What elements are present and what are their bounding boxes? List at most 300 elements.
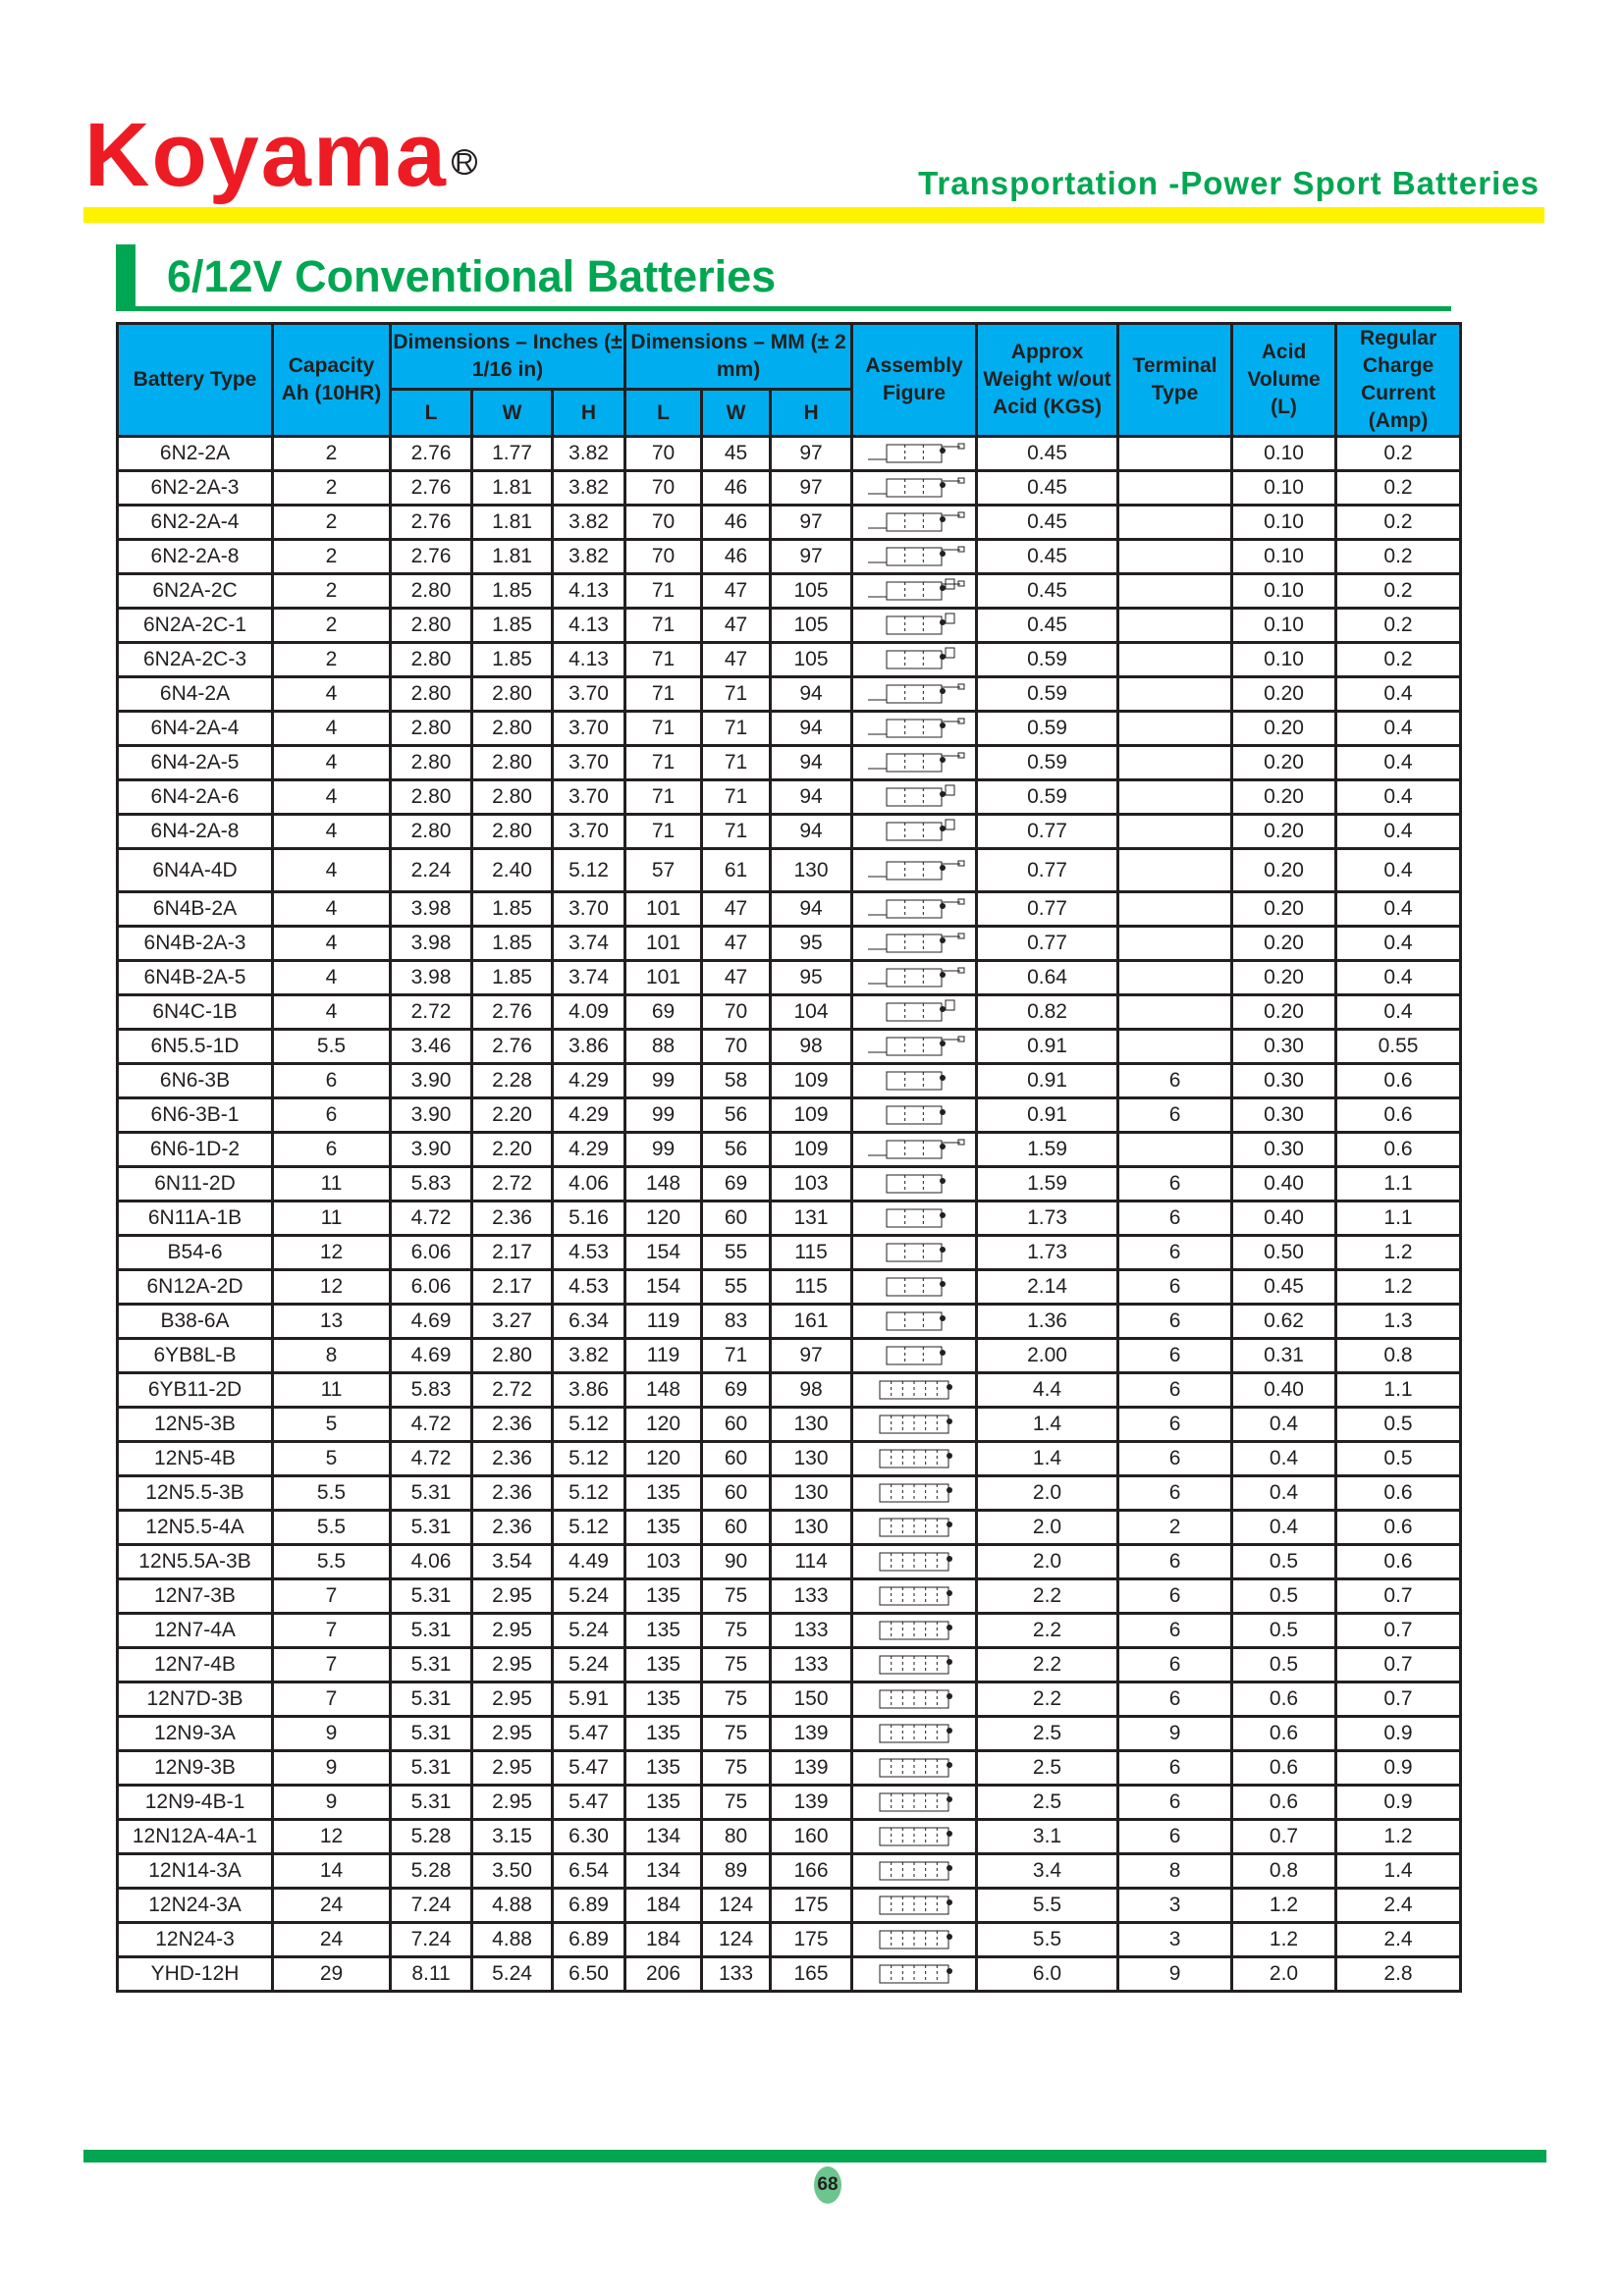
battery-diagram-icon xyxy=(860,1447,968,1469)
cell-weight: 2.5 xyxy=(977,1786,1118,1820)
cell-weight: 0.59 xyxy=(977,780,1118,815)
cell-acid: 0.5 xyxy=(1232,1545,1336,1579)
cell-charge: 1.4 xyxy=(1336,1854,1461,1889)
cell-assembly-figure xyxy=(852,1579,977,1614)
cell-mm-h: 94 xyxy=(771,815,852,849)
cell-mm-w: 60 xyxy=(702,1408,771,1442)
cell-mm-w: 60 xyxy=(702,1511,771,1545)
cell-assembly-figure xyxy=(852,471,977,506)
cell-mm-h: 165 xyxy=(771,1957,852,1992)
cell-in-w: 4.88 xyxy=(472,1923,553,1957)
cell-mm-l: 154 xyxy=(625,1270,702,1305)
cell-capacity: 4 xyxy=(273,815,391,849)
cell-in-w: 3.15 xyxy=(472,1820,553,1854)
cell-terminal: 6 xyxy=(1118,1064,1232,1098)
cell-weight: 0.77 xyxy=(977,815,1118,849)
cell-capacity: 11 xyxy=(273,1201,391,1236)
cell-charge: 2.8 xyxy=(1336,1957,1461,1992)
cell-battery-type: 6N4-2A xyxy=(118,677,273,712)
battery-diagram-icon xyxy=(860,1928,968,1950)
cell-battery-type: 6N2A-2C-1 xyxy=(118,609,273,643)
cell-charge: 0.5 xyxy=(1336,1442,1461,1476)
cell-weight: 0.77 xyxy=(977,849,1118,892)
cell-capacity: 9 xyxy=(273,1751,391,1786)
cell-mm-w: 55 xyxy=(702,1236,771,1270)
cell-terminal: 6 xyxy=(1118,1820,1232,1854)
cell-mm-l: 71 xyxy=(625,712,702,746)
table-row xyxy=(118,506,1461,540)
cell-in-w: 2.17 xyxy=(472,1270,553,1305)
battery-diagram-icon xyxy=(860,1722,968,1744)
cell-mm-w: 75 xyxy=(702,1682,771,1717)
cell-weight: 2.0 xyxy=(977,1545,1118,1579)
cell-battery-type: 12N24-3A xyxy=(118,1889,273,1923)
cell-mm-w: 70 xyxy=(702,995,771,1030)
battery-diagram-icon xyxy=(860,1206,968,1229)
cell-mm-l: 70 xyxy=(625,471,702,506)
battery-diagram-icon xyxy=(860,1687,968,1710)
cell-mm-h: 130 xyxy=(771,1442,852,1476)
cell-capacity: 7 xyxy=(273,1614,391,1648)
cell-charge: 2.4 xyxy=(1336,1923,1461,1957)
cell-acid: 0.31 xyxy=(1232,1339,1336,1373)
cell-in-h: 3.86 xyxy=(553,1030,625,1064)
table-row xyxy=(118,1717,1461,1751)
cell-assembly-figure xyxy=(852,927,977,961)
cell-weight: 0.91 xyxy=(977,1098,1118,1133)
cell-in-h: 3.70 xyxy=(553,712,625,746)
cell-charge: 0.9 xyxy=(1336,1717,1461,1751)
cell-mm-h: 95 xyxy=(771,961,852,995)
cell-battery-type: 6N2A-2C xyxy=(118,574,273,609)
cell-weight: 1.73 xyxy=(977,1236,1118,1270)
cell-charge: 0.4 xyxy=(1336,849,1461,892)
cell-mm-w: 61 xyxy=(702,849,771,892)
cell-in-w: 1.85 xyxy=(472,609,553,643)
section-marker xyxy=(116,244,135,311)
table-row xyxy=(118,1236,1461,1270)
cell-charge: 0.9 xyxy=(1336,1751,1461,1786)
cell-in-l: 3.90 xyxy=(391,1064,472,1098)
battery-diagram-icon xyxy=(860,442,968,464)
cell-mm-h: 94 xyxy=(771,712,852,746)
cell-in-w: 2.72 xyxy=(472,1373,553,1408)
cell-in-h: 3.82 xyxy=(553,1339,625,1373)
cell-acid: 0.20 xyxy=(1232,849,1336,892)
cell-battery-type: 12N5-4B xyxy=(118,1442,273,1476)
cell-charge: 0.7 xyxy=(1336,1579,1461,1614)
cell-charge: 0.2 xyxy=(1336,506,1461,540)
cell-in-l: 7.24 xyxy=(391,1889,472,1923)
cell-terminal: 6 xyxy=(1118,1579,1232,1614)
cell-terminal: 6 xyxy=(1118,1098,1232,1133)
cell-in-l: 2.76 xyxy=(391,506,472,540)
cell-in-l: 3.98 xyxy=(391,961,472,995)
cell-weight: 2.2 xyxy=(977,1648,1118,1682)
cell-assembly-figure xyxy=(852,1339,977,1373)
cell-battery-type: 12N9-3B xyxy=(118,1751,273,1786)
cell-in-l: 2.76 xyxy=(391,437,472,471)
cell-mm-l: 135 xyxy=(625,1476,702,1511)
cell-mm-w: 56 xyxy=(702,1133,771,1167)
cell-in-h: 5.47 xyxy=(553,1786,625,1820)
cell-terminal: 6 xyxy=(1118,1373,1232,1408)
cell-in-l: 5.31 xyxy=(391,1751,472,1786)
cell-capacity: 2 xyxy=(273,506,391,540)
cell-in-l: 6.06 xyxy=(391,1236,472,1270)
cell-mm-l: 99 xyxy=(625,1098,702,1133)
cell-charge: 1.1 xyxy=(1336,1373,1461,1408)
cell-mm-w: 89 xyxy=(702,1854,771,1889)
battery-diagram-icon xyxy=(860,1344,968,1366)
cell-in-h: 5.16 xyxy=(553,1201,625,1236)
header-dim-mm: Dimensions – MM (± 2 mm) xyxy=(625,324,852,390)
cell-weight: 5.5 xyxy=(977,1923,1118,1957)
cell-mm-l: 134 xyxy=(625,1854,702,1889)
cell-weight: 0.77 xyxy=(977,927,1118,961)
cell-mm-l: 154 xyxy=(625,1236,702,1270)
cell-acid: 0.4 xyxy=(1232,1476,1336,1511)
cell-in-h: 4.53 xyxy=(553,1270,625,1305)
cell-mm-w: 71 xyxy=(702,1339,771,1373)
cell-terminal: 8 xyxy=(1118,1854,1232,1889)
cell-mm-l: 135 xyxy=(625,1579,702,1614)
cell-in-h: 5.24 xyxy=(553,1614,625,1648)
cell-mm-l: 70 xyxy=(625,437,702,471)
table-row xyxy=(118,1889,1461,1923)
cell-weight: 2.5 xyxy=(977,1751,1118,1786)
cell-in-l: 2.76 xyxy=(391,540,472,574)
table-row xyxy=(118,1305,1461,1339)
battery-diagram-icon xyxy=(860,1481,968,1504)
cell-assembly-figure xyxy=(852,849,977,892)
cell-mm-l: 71 xyxy=(625,609,702,643)
cell-mm-w: 69 xyxy=(702,1373,771,1408)
cell-assembly-figure xyxy=(852,1201,977,1236)
cell-capacity: 4 xyxy=(273,849,391,892)
cell-capacity: 7 xyxy=(273,1648,391,1682)
battery-diagram-icon xyxy=(860,1378,968,1401)
cell-mm-h: 103 xyxy=(771,1167,852,1201)
cell-capacity: 12 xyxy=(273,1820,391,1854)
cell-in-l: 5.31 xyxy=(391,1682,472,1717)
cell-capacity: 2 xyxy=(273,471,391,506)
cell-mm-w: 55 xyxy=(702,1270,771,1305)
cell-mm-l: 69 xyxy=(625,995,702,1030)
cell-battery-type: 12N7-3B xyxy=(118,1579,273,1614)
cell-assembly-figure xyxy=(852,1305,977,1339)
cell-in-w: 2.95 xyxy=(472,1614,553,1648)
cell-mm-w: 71 xyxy=(702,712,771,746)
cell-battery-type: 6N4B-2A xyxy=(118,892,273,927)
battery-diagram-icon xyxy=(860,1172,968,1195)
cell-mm-h: 109 xyxy=(771,1064,852,1098)
battery-diagram-icon xyxy=(860,476,968,499)
cell-mm-l: 71 xyxy=(625,643,702,677)
cell-mm-h: 105 xyxy=(771,609,852,643)
cell-mm-l: 120 xyxy=(625,1442,702,1476)
cell-mm-l: 206 xyxy=(625,1957,702,1992)
table-row xyxy=(118,1133,1461,1167)
cell-battery-type: 6N2-2A-4 xyxy=(118,506,273,540)
cell-mm-l: 70 xyxy=(625,506,702,540)
battery-diagram-icon xyxy=(860,1653,968,1676)
cell-mm-w: 75 xyxy=(702,1579,771,1614)
cell-charge: 0.8 xyxy=(1336,1339,1461,1373)
cell-weight: 0.77 xyxy=(977,892,1118,927)
cell-in-h: 3.82 xyxy=(553,471,625,506)
cell-weight: 2.2 xyxy=(977,1682,1118,1717)
page-number: 68 xyxy=(814,2166,841,2204)
cell-mm-w: 60 xyxy=(702,1442,771,1476)
battery-diagram-icon xyxy=(860,1275,968,1298)
cell-in-w: 2.80 xyxy=(472,1339,553,1373)
cell-terminal: 6 xyxy=(1118,1408,1232,1442)
cell-mm-l: 184 xyxy=(625,1889,702,1923)
cell-in-h: 3.70 xyxy=(553,815,625,849)
cell-mm-h: 114 xyxy=(771,1545,852,1579)
header-mm-w: W xyxy=(702,390,771,437)
header-charge: Regular Charge Current (Amp) xyxy=(1336,324,1461,437)
cell-charge: 0.6 xyxy=(1336,1098,1461,1133)
table-row xyxy=(118,1820,1461,1854)
cell-mm-w: 71 xyxy=(702,677,771,712)
cell-battery-type: 6N4A-4D xyxy=(118,849,273,892)
cell-in-l: 5.28 xyxy=(391,1820,472,1854)
header-capacity: Capacity Ah (10HR) xyxy=(273,324,391,437)
cell-terminal xyxy=(1118,471,1232,506)
cell-capacity: 4 xyxy=(273,677,391,712)
cell-in-l: 5.31 xyxy=(391,1786,472,1820)
battery-diagram-icon xyxy=(860,510,968,533)
cell-in-w: 2.95 xyxy=(472,1751,553,1786)
battery-diagram-icon xyxy=(860,1584,968,1607)
cell-acid: 0.10 xyxy=(1232,437,1336,471)
cell-in-h: 4.29 xyxy=(553,1133,625,1167)
cell-in-w: 2.80 xyxy=(472,712,553,746)
cell-mm-h: 130 xyxy=(771,1476,852,1511)
cell-acid: 0.6 xyxy=(1232,1717,1336,1751)
table-row xyxy=(118,961,1461,995)
cell-mm-w: 75 xyxy=(702,1786,771,1820)
cell-assembly-figure xyxy=(852,746,977,780)
cell-weight: 0.59 xyxy=(977,712,1118,746)
cell-in-w: 2.72 xyxy=(472,1167,553,1201)
battery-diagram-icon xyxy=(860,1241,968,1263)
cell-in-h: 4.06 xyxy=(553,1167,625,1201)
cell-in-h: 4.13 xyxy=(553,609,625,643)
cell-capacity: 4 xyxy=(273,712,391,746)
cell-assembly-figure xyxy=(852,712,977,746)
cell-in-l: 2.24 xyxy=(391,849,472,892)
cell-in-w: 2.28 xyxy=(472,1064,553,1098)
cell-mm-l: 101 xyxy=(625,961,702,995)
cell-mm-l: 71 xyxy=(625,815,702,849)
cell-terminal: 6 xyxy=(1118,1476,1232,1511)
cell-charge: 0.4 xyxy=(1336,780,1461,815)
battery-diagram-icon xyxy=(860,932,968,954)
cell-mm-h: 130 xyxy=(771,1511,852,1545)
table-row xyxy=(118,1614,1461,1648)
cell-in-h: 4.29 xyxy=(553,1064,625,1098)
cell-mm-h: 94 xyxy=(771,780,852,815)
cell-in-h: 6.34 xyxy=(553,1305,625,1339)
cell-mm-h: 175 xyxy=(771,1889,852,1923)
cell-capacity: 11 xyxy=(273,1167,391,1201)
cell-assembly-figure xyxy=(852,1511,977,1545)
table-row xyxy=(118,1064,1461,1098)
battery-diagram-icon xyxy=(860,820,968,842)
cell-acid: 0.4 xyxy=(1232,1408,1336,1442)
cell-terminal: 6 xyxy=(1118,1614,1232,1648)
cell-weight: 2.2 xyxy=(977,1579,1118,1614)
cell-capacity: 5.5 xyxy=(273,1511,391,1545)
cell-in-w: 2.36 xyxy=(472,1408,553,1442)
brand-name: Koyama xyxy=(84,105,448,205)
cell-capacity: 4 xyxy=(273,927,391,961)
cell-mm-l: 71 xyxy=(625,677,702,712)
battery-spec-table xyxy=(116,322,1462,1993)
battery-diagram-icon xyxy=(860,1962,968,1985)
cell-weight: 2.0 xyxy=(977,1476,1118,1511)
cell-capacity: 4 xyxy=(273,892,391,927)
cell-battery-type: 6N2-2A-3 xyxy=(118,471,273,506)
battery-diagram-icon xyxy=(860,1790,968,1813)
cell-terminal: 6 xyxy=(1118,1236,1232,1270)
battery-diagram-icon xyxy=(860,897,968,920)
cell-terminal: 6 xyxy=(1118,1648,1232,1682)
cell-in-h: 3.70 xyxy=(553,780,625,815)
cell-weight: 1.59 xyxy=(977,1167,1118,1201)
cell-charge: 1.2 xyxy=(1336,1820,1461,1854)
cell-battery-type: 6N2-2A xyxy=(118,437,273,471)
cell-terminal: 9 xyxy=(1118,1717,1232,1751)
cell-mm-l: 119 xyxy=(625,1339,702,1373)
cell-terminal: 9 xyxy=(1118,1957,1232,1992)
cell-in-h: 3.86 xyxy=(553,1373,625,1408)
cell-mm-h: 161 xyxy=(771,1305,852,1339)
cell-charge: 0.5 xyxy=(1336,1408,1461,1442)
table-row xyxy=(118,1476,1461,1511)
cell-charge: 1.3 xyxy=(1336,1305,1461,1339)
cell-mm-h: 105 xyxy=(771,643,852,677)
cell-assembly-figure xyxy=(852,1854,977,1889)
cell-weight: 0.45 xyxy=(977,574,1118,609)
cell-mm-w: 47 xyxy=(702,961,771,995)
section-title: 6/12V Conventional Batteries xyxy=(167,251,777,301)
cell-mm-l: 71 xyxy=(625,780,702,815)
cell-in-w: 1.81 xyxy=(472,506,553,540)
cell-assembly-figure xyxy=(852,437,977,471)
cell-mm-w: 47 xyxy=(702,574,771,609)
cell-in-h: 3.82 xyxy=(553,540,625,574)
cell-in-w: 2.36 xyxy=(472,1511,553,1545)
cell-in-h: 4.29 xyxy=(553,1098,625,1133)
cell-capacity: 14 xyxy=(273,1854,391,1889)
cell-mm-h: 105 xyxy=(771,574,852,609)
cell-in-h: 6.89 xyxy=(553,1889,625,1923)
table-row xyxy=(118,815,1461,849)
cell-assembly-figure xyxy=(852,643,977,677)
cell-in-l: 6.06 xyxy=(391,1270,472,1305)
cell-weight: 2.5 xyxy=(977,1717,1118,1751)
cell-mm-w: 133 xyxy=(702,1957,771,1992)
cell-in-l: 4.72 xyxy=(391,1408,472,1442)
table-row xyxy=(118,1167,1461,1201)
cell-charge: 0.6 xyxy=(1336,1133,1461,1167)
cell-terminal xyxy=(1118,643,1232,677)
cell-battery-type: 12N24-3 xyxy=(118,1923,273,1957)
cell-assembly-figure xyxy=(852,506,977,540)
cell-terminal xyxy=(1118,712,1232,746)
cell-terminal: 6 xyxy=(1118,1786,1232,1820)
cell-in-l: 4.72 xyxy=(391,1442,472,1476)
battery-diagram-icon xyxy=(860,966,968,988)
cell-battery-type: 12N12A-4A-1 xyxy=(118,1820,273,1854)
battery-diagram-icon xyxy=(860,648,968,670)
cell-mm-h: 139 xyxy=(771,1786,852,1820)
cell-mm-l: 103 xyxy=(625,1545,702,1579)
cell-battery-type: YHD-12H xyxy=(118,1957,273,1992)
table-row xyxy=(118,574,1461,609)
cell-terminal xyxy=(1118,1133,1232,1167)
cell-in-h: 5.12 xyxy=(553,1442,625,1476)
cell-assembly-figure xyxy=(852,1889,977,1923)
cell-in-h: 5.47 xyxy=(553,1717,625,1751)
cell-mm-h: 95 xyxy=(771,927,852,961)
cell-terminal xyxy=(1118,437,1232,471)
table-row xyxy=(118,1270,1461,1305)
cell-acid: 0.40 xyxy=(1232,1201,1336,1236)
cell-battery-type: 12N5.5-3B xyxy=(118,1476,273,1511)
cell-mm-l: 135 xyxy=(625,1717,702,1751)
cell-mm-w: 47 xyxy=(702,643,771,677)
cell-terminal: 2 xyxy=(1118,1511,1232,1545)
cell-battery-type: 6YB8L-B xyxy=(118,1339,273,1373)
battery-diagram-icon xyxy=(860,1069,968,1092)
cell-mm-l: 135 xyxy=(625,1614,702,1648)
cell-in-l: 4.72 xyxy=(391,1201,472,1236)
cell-in-w: 2.95 xyxy=(472,1579,553,1614)
cell-mm-w: 71 xyxy=(702,815,771,849)
cell-mm-h: 97 xyxy=(771,540,852,574)
cell-charge: 1.2 xyxy=(1336,1270,1461,1305)
cell-charge: 2.4 xyxy=(1336,1889,1461,1923)
cell-battery-type: 6N4B-2A-5 xyxy=(118,961,273,995)
cell-charge: 0.2 xyxy=(1336,471,1461,506)
cell-terminal xyxy=(1118,574,1232,609)
cell-in-h: 5.12 xyxy=(553,1511,625,1545)
cell-in-w: 2.40 xyxy=(472,849,553,892)
cell-acid: 0.7 xyxy=(1232,1820,1336,1854)
cell-in-w: 2.95 xyxy=(472,1648,553,1682)
cell-charge: 1.2 xyxy=(1336,1236,1461,1270)
cell-weight: 1.36 xyxy=(977,1305,1118,1339)
cell-in-w: 1.85 xyxy=(472,961,553,995)
cell-mm-h: 109 xyxy=(771,1133,852,1167)
cell-capacity: 5 xyxy=(273,1408,391,1442)
cell-battery-type: 12N7-4B xyxy=(118,1648,273,1682)
battery-diagram-icon xyxy=(860,682,968,705)
cell-mm-h: 139 xyxy=(771,1717,852,1751)
table-row xyxy=(118,540,1461,574)
cell-acid: 0.20 xyxy=(1232,677,1336,712)
cell-charge: 0.2 xyxy=(1336,540,1461,574)
cell-acid: 0.10 xyxy=(1232,540,1336,574)
battery-diagram-icon xyxy=(860,751,968,774)
cell-acid: 0.40 xyxy=(1232,1167,1336,1201)
cell-mm-w: 69 xyxy=(702,1167,771,1201)
